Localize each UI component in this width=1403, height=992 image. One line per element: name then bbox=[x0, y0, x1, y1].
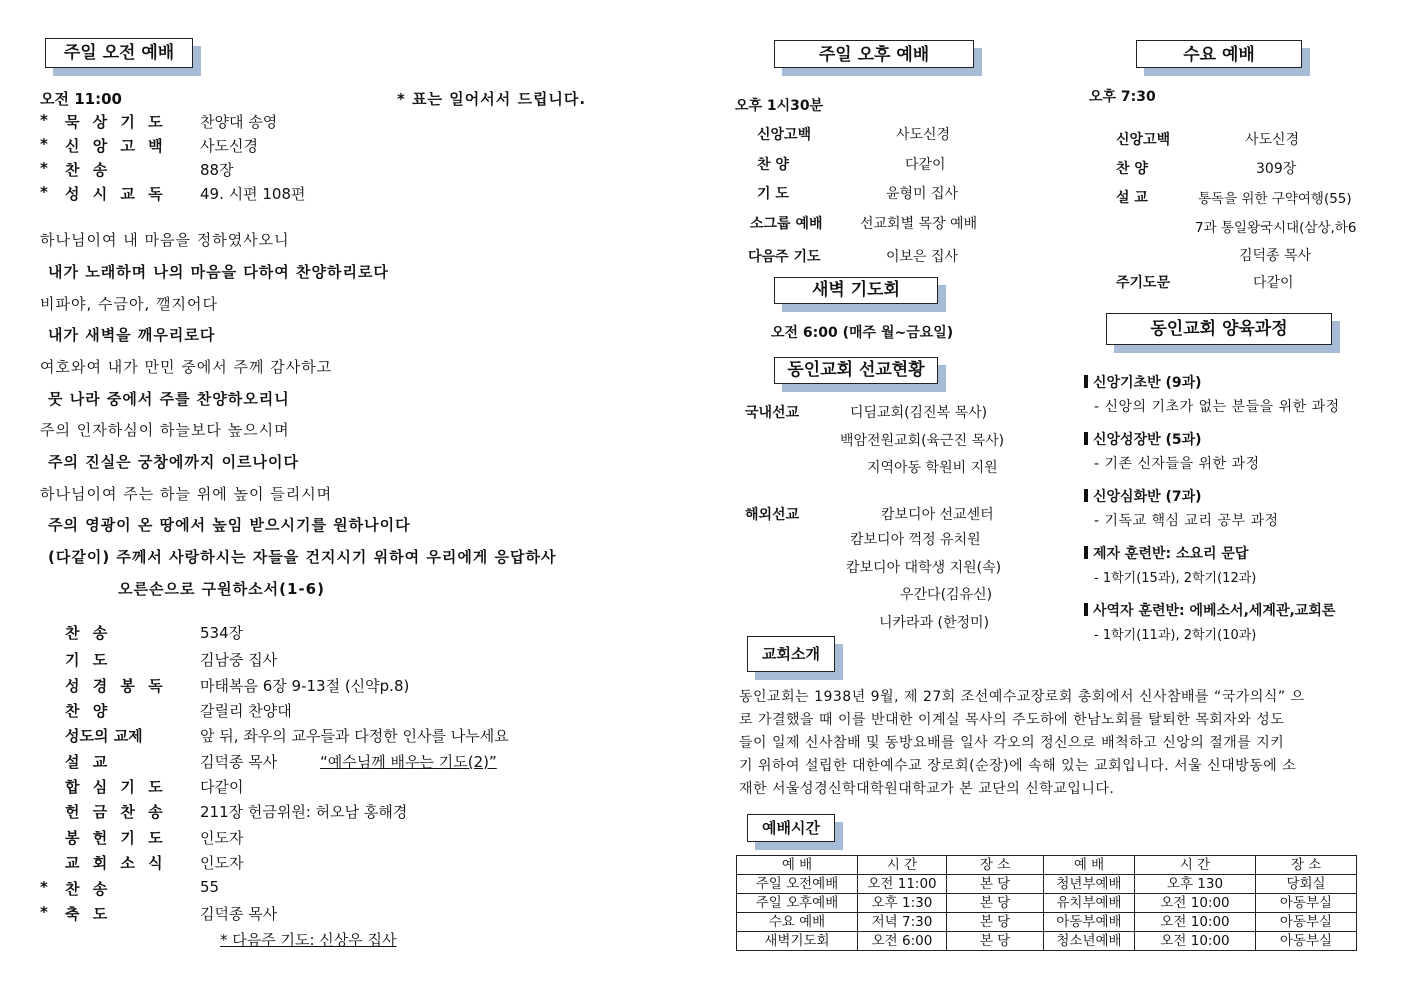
pm-order-value: 사도신경 bbox=[896, 127, 951, 143]
pm-order-value: 다같이 bbox=[905, 157, 946, 173]
order-label: 기 도 bbox=[65, 651, 112, 669]
intro-line: 로 가결했을 때 이를 반대한 이계실 목사의 주도하에 한남노회를 탈퇴한 목회자와 성도 bbox=[739, 712, 1285, 728]
pm-order-label: 신앙고백 bbox=[757, 127, 812, 143]
standing-star: * bbox=[40, 183, 48, 201]
table-cell: 오전 10:00 bbox=[1135, 894, 1256, 913]
overseas-mission-label: 해외선교 bbox=[745, 507, 800, 523]
course-title: 사역자 훈련반: 에베소서,세계관,교회론 bbox=[1084, 600, 1335, 620]
course-title: 신앙기초반 (9과) bbox=[1084, 372, 1202, 392]
table-cell: 청소년예배 bbox=[1044, 932, 1135, 951]
table-cell: 오전 11:00 bbox=[858, 875, 947, 894]
order-value: 88장 bbox=[200, 161, 234, 179]
domestic-mission-label: 국내선교 bbox=[745, 405, 800, 421]
order-value: 인도자 bbox=[200, 854, 244, 872]
standing-star: * bbox=[40, 135, 48, 153]
reading-line-congregation: 내가 노래하며 나의 마음을 다하여 찬양하리로다 bbox=[48, 263, 389, 281]
order-value: 다같이 bbox=[200, 778, 244, 796]
intro-line: 재한 서울성경신학대학원대학교가 본 교단의 신학교입니다. bbox=[739, 781, 1115, 797]
table-cell: 주일 오전예배 bbox=[737, 875, 858, 894]
order-label: 묵 상 기 도 bbox=[65, 113, 167, 131]
order-label: 찬 송 bbox=[65, 624, 112, 642]
order-label: 찬 양 bbox=[65, 702, 112, 720]
column-header: 시 간 bbox=[858, 856, 947, 875]
order-value: 49. 시편 108편 bbox=[200, 185, 306, 203]
table-cell: 아동부실 bbox=[1256, 932, 1357, 951]
order-value: 김남중 집사 bbox=[200, 651, 278, 669]
table-cell: 당회실 bbox=[1256, 875, 1357, 894]
course-title: 제자 훈련반: 소요리 문답 bbox=[1084, 543, 1248, 563]
reading-line-congregation: 내가 새벽을 깨우리로다 bbox=[48, 326, 216, 344]
table-cell: 오전 6:00 bbox=[858, 932, 947, 951]
mission-item: 캄보디아 꺽정 유치원 bbox=[850, 532, 981, 548]
course-desc: - 기독교 핵심 교리 공부 과정 bbox=[1094, 513, 1279, 529]
pm-order-label: 소그룹 예배 bbox=[750, 216, 823, 232]
standing-star: * bbox=[40, 903, 48, 921]
table-cell: 오후 130 bbox=[1135, 875, 1256, 894]
course-desc: - 기존 신자들을 위한 과정 bbox=[1094, 456, 1260, 472]
order-label: 찬 송 bbox=[65, 161, 112, 179]
dawn-prayer-header: 새벽 기도회 bbox=[774, 277, 938, 304]
course-desc: - 신앙의 기초가 없는 분들을 위한 과정 bbox=[1094, 399, 1340, 415]
table-cell: 주일 오후예배 bbox=[737, 894, 858, 913]
order-label: 설 교 bbox=[65, 753, 112, 771]
course-desc: - 1학기(15과), 2학기(12과) bbox=[1094, 571, 1257, 586]
reading-line-congregation: 뭇 나라 중에서 주를 찬양하오리니 bbox=[48, 390, 290, 408]
wed-order-value: 다같이 bbox=[1253, 275, 1294, 291]
order-value: 갈릴리 찬양대 bbox=[200, 702, 292, 720]
wed-order-value: 309장 bbox=[1256, 161, 1297, 177]
table-cell: 오전 10:00 bbox=[1135, 932, 1256, 951]
pm-order-value: 이보은 집사 bbox=[886, 249, 959, 265]
pm-order-value: 윤형미 집사 bbox=[886, 186, 959, 202]
order-value: 534장 bbox=[200, 624, 244, 642]
column-header: 예 배 bbox=[737, 856, 858, 875]
table-cell: 저녁 7:30 bbox=[858, 913, 947, 932]
table-cell: 본 당 bbox=[947, 894, 1044, 913]
order-label: 신 앙 고 백 bbox=[65, 137, 167, 155]
mission-item: 캄보디아 대학생 지원(속) bbox=[846, 560, 1002, 576]
table-cell: 유치부예배 bbox=[1044, 894, 1135, 913]
mission-item: 디딤교회(김진복 목사) bbox=[850, 405, 988, 421]
am-service-time: 오전 11:00 bbox=[40, 90, 122, 108]
am-service-header: 주일 오전 예배 bbox=[45, 38, 193, 68]
column-header: 장 소 bbox=[1256, 856, 1357, 875]
intro-line: 기 위하여 설립한 대한예수교 장로회(순장)에 속해 있는 교회입니다. 서울 신대방동에 소 bbox=[739, 758, 1297, 774]
order-value: 앞 뒤, 좌우의 교우들과 다정한 인사를 나누세요 bbox=[200, 727, 509, 745]
table-cell: 아동부실 bbox=[1256, 913, 1357, 932]
wed-order-label: 주기도문 bbox=[1116, 275, 1171, 291]
dawn-prayer-time: 오전 6:00 (매주 월~금요일) bbox=[771, 325, 954, 341]
table-cell: 아동부실 bbox=[1256, 894, 1357, 913]
intro-line: 들이 일제 신사참배 및 동방요배를 일사 각오의 정신으로 배척하고 신앙의 절개를 지키 bbox=[739, 735, 1285, 751]
standing-star: * bbox=[40, 878, 48, 896]
education-header: 동인교회 양육과정 bbox=[1106, 313, 1332, 345]
reading-line-congregation: 주의 진실은 궁창에까지 이르나이다 bbox=[48, 453, 300, 471]
mission-header: 동인교회 선교현황 bbox=[774, 357, 938, 384]
wed-sermon-subtitle: 7과 통일왕국시대(삼상,하6 bbox=[1195, 220, 1357, 236]
order-value: 김덕종 목사 bbox=[200, 905, 278, 923]
table-row bbox=[737, 932, 1357, 951]
order-value: 인도자 bbox=[200, 829, 244, 847]
course-desc: - 1학기(11과), 2학기(10과) bbox=[1094, 628, 1257, 643]
course-title: 신앙심화반 (7과) bbox=[1084, 486, 1202, 506]
order-label: 교 회 소 식 bbox=[65, 854, 167, 872]
mission-item: 지역아동 학원비 지원 bbox=[867, 460, 998, 476]
order-label: 봉 헌 기 도 bbox=[65, 829, 167, 847]
order-value: 사도신경 bbox=[200, 137, 258, 155]
bar-bullet-icon bbox=[1084, 489, 1088, 502]
pm-service-header: 주일 오후 예배 bbox=[774, 40, 974, 68]
reading-line-leader: 여호와여 내가 만민 중에서 주께 감사하고 bbox=[40, 358, 333, 376]
mission-item: 캄보디아 선교센터 bbox=[881, 507, 994, 523]
order-value: 211장 헌금위원: 허오남 홍해경 bbox=[200, 803, 408, 821]
pm-service-time: 오후 1시30분 bbox=[735, 98, 824, 114]
wed-service-time: 오후 7:30 bbox=[1089, 89, 1156, 105]
wed-order-label: 찬 양 bbox=[1116, 161, 1148, 177]
mission-item: 우간다(김유신) bbox=[900, 587, 993, 603]
bar-bullet-icon bbox=[1084, 432, 1088, 445]
order-value: 찬양대 송영 bbox=[200, 113, 278, 131]
standing-star: * bbox=[40, 159, 48, 177]
pm-order-label: 기 도 bbox=[757, 186, 789, 202]
reading-line-congregation: 주의 영광이 온 땅에서 높임 받으시기를 원하나이다 bbox=[48, 516, 411, 534]
column-header: 시 간 bbox=[1135, 856, 1256, 875]
table-cell: 본 당 bbox=[947, 932, 1044, 951]
next-week-prayer: * 다음주 기도: 신상우 집사 bbox=[220, 931, 397, 949]
reading-line-all: 오른손으로 구원하소서(1-6) bbox=[118, 580, 325, 598]
schedule-header: 예배시간 bbox=[747, 814, 835, 842]
order-label: 축 도 bbox=[65, 905, 112, 923]
order-label: 헌 금 찬 송 bbox=[65, 803, 167, 821]
wed-order-label: 설 교 bbox=[1116, 190, 1148, 206]
wed-order-value: 통독을 위한 구약여행(55) bbox=[1198, 191, 1352, 207]
church-intro-header: 교회소개 bbox=[747, 636, 835, 672]
wed-service-header: 수요 예배 bbox=[1136, 40, 1302, 68]
column-header: 예 배 bbox=[1044, 856, 1135, 875]
bar-bullet-icon bbox=[1084, 603, 1088, 616]
intro-line: 동인교회는 1938년 9월, 제 27회 조선예수교장로회 총회에서 신사참배를 “국가의식” 으 bbox=[739, 689, 1305, 705]
mission-item: 니카라과 (한정미) bbox=[879, 615, 990, 631]
pm-order-value: 선교회별 목장 예배 bbox=[860, 216, 978, 232]
table-cell: 오후 1:30 bbox=[858, 894, 947, 913]
order-label: 성 시 교 독 bbox=[65, 185, 167, 203]
mission-item: 백암전원교회(육근진 목사) bbox=[840, 433, 1005, 449]
wed-order-value: 사도신경 bbox=[1245, 132, 1300, 148]
table-cell: 본 당 bbox=[947, 875, 1044, 894]
order-label: 성 경 봉 독 bbox=[65, 677, 167, 695]
table-cell: 새벽기도회 bbox=[737, 932, 858, 951]
table-cell: 청년부예배 bbox=[1044, 875, 1135, 894]
sermon-title: “예수님께 배우는 기도(2)” bbox=[320, 753, 497, 771]
standing-note: * 표는 일어서서 드립니다. bbox=[397, 90, 587, 108]
table-cell: 아동부예배 bbox=[1044, 913, 1135, 932]
wed-preacher: 김덕종 목사 bbox=[1239, 248, 1312, 264]
reading-line-all: (다같이) 주께서 사랑하시는 자들을 건지시기 위하여 우리에게 응답하사 bbox=[48, 548, 557, 566]
reading-line-leader: 비파야, 수금아, 깰지어다 bbox=[40, 295, 218, 313]
standing-star: * bbox=[40, 111, 48, 129]
service-schedule-table bbox=[736, 855, 1357, 951]
order-label: 성도의 교제 bbox=[65, 727, 143, 745]
table-cell: 오전 10:00 bbox=[1135, 913, 1256, 932]
table-row bbox=[737, 894, 1357, 913]
reading-line-leader: 하나님이여 내 마음을 정하였사오니 bbox=[40, 231, 290, 249]
bar-bullet-icon bbox=[1084, 546, 1088, 559]
wed-order-label: 신앙고백 bbox=[1116, 132, 1171, 148]
reading-line-leader: 주의 인자하심이 하늘보다 높으시며 bbox=[40, 421, 290, 439]
table-header-row bbox=[737, 856, 1357, 875]
column-header: 장 소 bbox=[947, 856, 1044, 875]
course-title: 신앙성장반 (5과) bbox=[1084, 429, 1202, 449]
order-value: 마태복음 6장 9-13절 (신약p.8) bbox=[200, 677, 410, 695]
table-row bbox=[737, 875, 1357, 894]
table-cell: 본 당 bbox=[947, 913, 1044, 932]
pm-order-label: 다음주 기도 bbox=[748, 249, 821, 265]
reading-line-leader: 하나님이여 주는 하늘 위에 높이 들리시며 bbox=[40, 485, 333, 503]
bar-bullet-icon bbox=[1084, 375, 1088, 388]
order-value: 55 bbox=[200, 878, 220, 896]
order-label: 찬 송 bbox=[65, 880, 112, 898]
order-label: 합 심 기 도 bbox=[65, 778, 167, 796]
table-row bbox=[737, 913, 1357, 932]
pm-order-label: 찬 양 bbox=[757, 157, 789, 173]
order-value: 김덕종 목사 bbox=[200, 753, 278, 771]
table-cell: 수요 예배 bbox=[737, 913, 858, 932]
